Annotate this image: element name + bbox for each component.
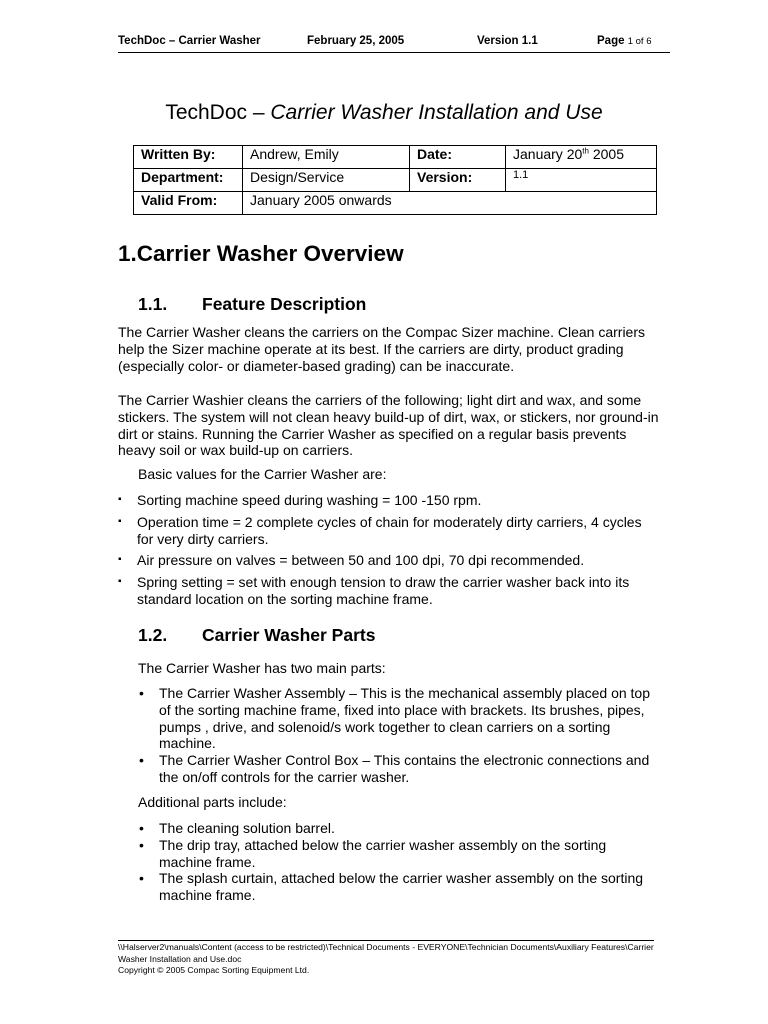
main-parts-list [138, 685, 658, 786]
page-header [118, 35, 670, 53]
section-1-2-heading [138, 625, 375, 646]
header-version: Version 1.1 [477, 35, 538, 47]
info-row [134, 192, 657, 215]
header-doc-name: TechDoc – Carrier Washer [118, 35, 261, 47]
section-number: 1.2. [138, 625, 168, 645]
paragraph: The Carrier Washer cleans the carriers on the Compac Sizer machine. Clean carriers help the Sizer machine operate at its best. If the carriers are dirty, product grading (especially color- or diameter-based grading) can be inaccurate. [118, 324, 646, 374]
department-value: Design/Service [243, 169, 410, 192]
list-item [138, 837, 658, 871]
header-page [597, 35, 651, 47]
date-label: Date: [410, 146, 506, 169]
info-row [134, 169, 657, 192]
list-item-text: The Carrier Washer Control Box – This contains the electronic connections and the on/off controls for the carrier washer. [159, 752, 650, 785]
basic-values-intro: Basic values for the Carrier Washer are: [138, 466, 387, 482]
bullet-icon: • [139, 836, 144, 853]
list-item [118, 514, 658, 548]
department-label: Department: [134, 169, 243, 192]
bullet-icon: ▪ [118, 576, 122, 588]
list-item [118, 574, 658, 608]
bullet-icon: • [139, 752, 144, 769]
document-info-table [133, 145, 657, 215]
title-prefix: TechDoc – [165, 101, 271, 124]
date-text: January 20 [513, 146, 583, 162]
valid-from-value: January 2005 onwards [243, 192, 657, 215]
footer-copyright: Copyright © 2005 Compac Sorting Equipment Ltd. [118, 965, 310, 975]
bullet-icon: ▪ [118, 515, 122, 527]
section-title: Feature Description [202, 294, 367, 314]
date-year: 2005 [588, 146, 624, 162]
title-main: Carrier Washer Installation and Use [270, 101, 603, 124]
list-item-text: The drip tray, attached below the carrier washer assembly on the sorting machine frame. [159, 836, 607, 870]
list-item [138, 820, 658, 837]
bullet-icon: • [139, 685, 144, 701]
written-by-value: Andrew, Emily [243, 146, 410, 169]
list-item [138, 870, 658, 904]
info-row [134, 146, 657, 169]
list-item [118, 552, 658, 569]
header-date: February 25, 2005 [307, 35, 405, 47]
list-item-text: Sorting machine speed during washing = 100 -150 rpm. [137, 492, 482, 508]
header-page-label: Page [597, 35, 625, 47]
parts-intro: The Carrier Washer has two main parts: [138, 660, 386, 676]
version-value: 1.1 [506, 169, 657, 192]
additional-parts-list [138, 820, 658, 904]
list-item [138, 752, 658, 786]
basic-values-list [118, 492, 658, 613]
bullet-icon: ▪ [118, 494, 122, 505]
list-item-text: Air pressure on valves = between 50 and 100 dpi, 70 dpi recommended. [137, 552, 585, 569]
list-item-text: The Carrier Washer Assembly – This is the mechanical assembly placed on top of the sorting machine frame, fixed into place with brackets. Its brushes, pipes, pumps , drive, and solenoid/s work together to clean carriers on a sorting machine. [159, 685, 650, 752]
bullet-icon: • [139, 870, 144, 887]
list-item-text: The cleaning solution barrel. [159, 820, 335, 836]
valid-from-label: Valid From: [134, 192, 243, 215]
paragraph: The Carrier Washier cleans the carriers of the following; light dirt and wax, and some stickers. The system will not clean heavy build-up of dirt, wax, or stickers, nor ground-in dirt or stains. Running the Carrier Washer as specified on a regular basis prevents heavy soil or wax build-up on carriers. [118, 392, 659, 459]
additional-parts-intro: Additional parts include: [138, 794, 287, 810]
list-item-text: Spring setting = set with enough tension to draw the carrier washer back into its standard location on the sorting machine frame. [137, 574, 630, 607]
section-title: Carrier Washer Parts [202, 625, 376, 645]
header-page-number: 1 of 6 [627, 36, 652, 47]
page-footer [118, 940, 654, 977]
footer-file-path: \\Halserver2\manuals\Content (access to be restricted)\Technical Documents - EVERYONE\Technician Documents\Auxiliary Features\Carrier Washer Installation and Use.doc [118, 942, 654, 964]
list-item-text: Operation time = 2 complete cycles of chain for moderately dirty carriers, 4 cycles for very dirty carriers. [137, 513, 642, 547]
bullet-icon: ▪ [118, 554, 122, 566]
version-label: Version: [410, 169, 506, 192]
bullet-icon: • [139, 820, 144, 836]
list-item [138, 685, 658, 752]
date-suffix: th [582, 146, 589, 156]
section-1-1-heading [138, 294, 366, 315]
list-item [118, 492, 658, 509]
list-item-text: The splash curtain, attached below the carrier washer assembly on the sorting machine frame. [159, 870, 644, 904]
section-number: 1.1. [138, 294, 168, 314]
written-by-label: Written By: [134, 146, 243, 169]
date-value [506, 146, 657, 169]
section-1-heading: 1.Carrier Washer Overview [118, 241, 404, 266]
document-title [0, 101, 768, 125]
